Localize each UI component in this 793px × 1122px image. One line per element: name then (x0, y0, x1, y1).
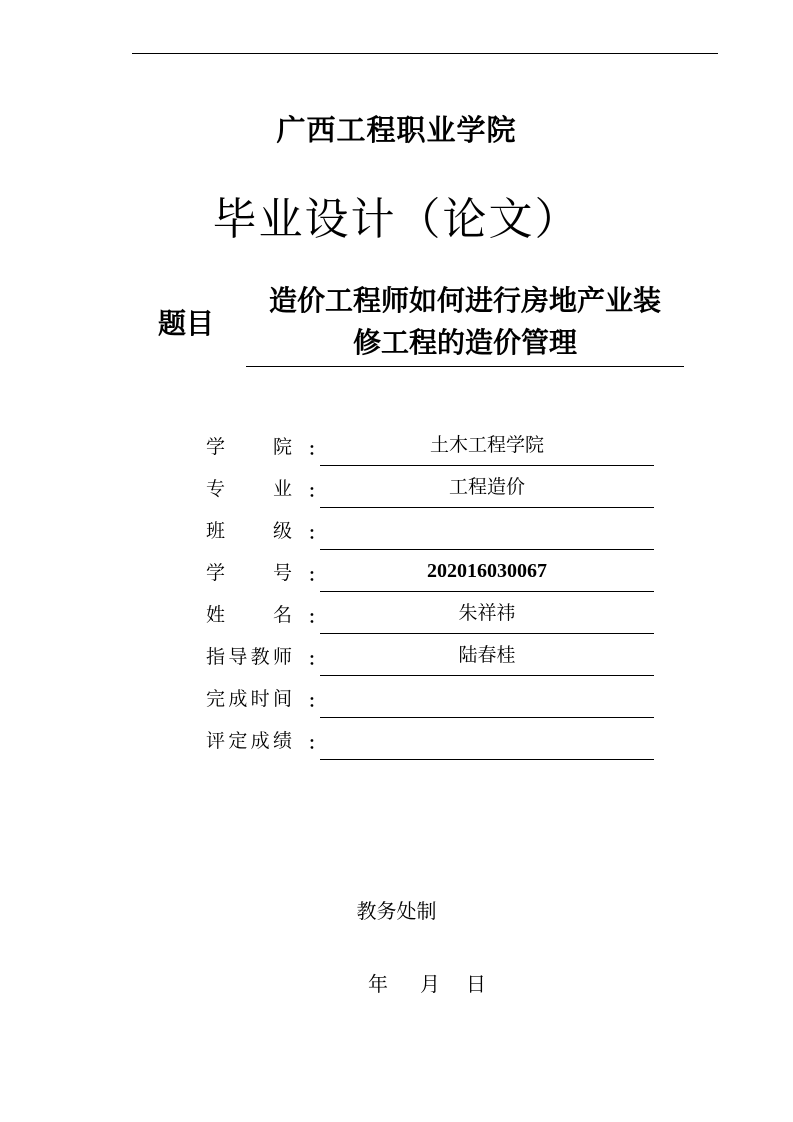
field-row-major (206, 466, 654, 508)
school-name: 广西工程职业学院 (276, 113, 517, 147)
field-colon: ： (308, 608, 325, 628)
field-label: 评定成绩 (206, 730, 292, 752)
field-row-student-id (206, 550, 654, 592)
topic-title-line-2: 修工程的造价管理 (352, 326, 577, 359)
topic-title-line-1: 造价工程师如何进行房地产业装 (268, 284, 661, 317)
topic-label: 题目 (158, 307, 215, 340)
field-value-completion-time (320, 676, 654, 718)
field-value-advisor: 陆春桂 (320, 634, 654, 676)
date-line (368, 968, 486, 997)
field-colon: ： (308, 524, 325, 544)
field-label: 班 级 (206, 520, 292, 542)
field-colon: ： (308, 692, 325, 712)
date-day: 日 (466, 972, 486, 996)
field-label: 指导教师 (206, 646, 292, 668)
field-value-college: 土木工程学院 (320, 424, 654, 466)
field-value-major: 工程造价 (320, 466, 654, 508)
document-heading: 毕业设计（论文） (212, 194, 581, 245)
field-row-class (206, 508, 654, 550)
field-row-grade (206, 718, 654, 760)
field-value-class (320, 508, 654, 550)
field-label: 学 院 (206, 436, 292, 458)
field-colon: ： (308, 440, 325, 460)
date-month: 月 (420, 972, 440, 996)
field-value-grade (320, 718, 654, 760)
field-row-name (206, 592, 654, 634)
field-colon: ： (308, 566, 325, 586)
field-value-student-id: 202016030067 (320, 550, 654, 592)
header-rule (132, 53, 718, 54)
topic-title (246, 280, 684, 367)
field-colon: ： (308, 650, 325, 670)
field-label: 专 业 (206, 478, 292, 500)
field-label: 姓 名 (206, 604, 292, 626)
field-value-name: 朱祥祎 (320, 592, 654, 634)
date-year: 年 (368, 972, 388, 996)
field-colon: ： (308, 734, 325, 754)
field-label: 学 号 (206, 562, 292, 584)
issuing-office: 教务处制 (356, 899, 437, 923)
info-table (206, 424, 654, 760)
field-row-advisor (206, 634, 654, 676)
field-row-college (206, 424, 654, 466)
field-row-completion-time (206, 676, 654, 718)
field-label: 完成时间 (206, 688, 292, 710)
field-colon: ： (308, 482, 325, 502)
